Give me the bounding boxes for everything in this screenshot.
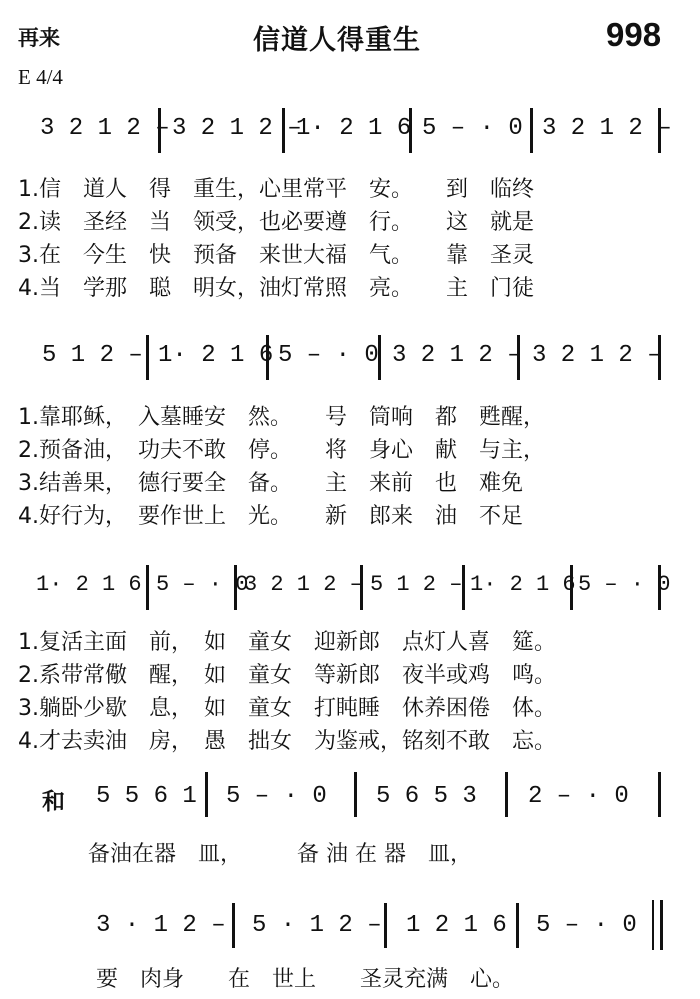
measure: 1· 2 1 6 — [36, 572, 142, 597]
hymn-category: 再来 — [18, 26, 60, 50]
measure: 3 2 1 2 – — [40, 115, 170, 142]
barline — [505, 772, 508, 817]
measure: 3 2 1 2 – — [542, 115, 672, 142]
hymn-title: 信道人得重生 — [253, 25, 421, 56]
lyric-line: 2.系带常儆 醒， 如 童女 等新郎 夜半或鸡 鸣。 — [18, 663, 556, 688]
measure: 5 · 1 2 – — [252, 912, 382, 939]
measure: 3 2 1 2 – — [244, 572, 363, 597]
lyric-line: 要 肉身 在 世上 圣灵充满 心。 — [96, 967, 515, 992]
barline — [232, 903, 235, 948]
lyric-line: 2.预备油， 功夫不敢 停。 将 身心 献 与主， — [18, 438, 545, 463]
measure: 3 2 1 2 – — [172, 115, 302, 142]
measure: 3 · 1 2 – — [96, 912, 226, 939]
lyric-line: 3.结善果， 德行要全 备。 主 来前 也 难免 — [18, 471, 523, 496]
barline — [146, 335, 149, 380]
lyric-line: 1.靠耶稣， 入墓睡安 然。 号 筒响 都 甦醒， — [18, 405, 545, 430]
lyric-line: 2.读 圣经 当 领受，也必要遵 行。 这 就是 — [18, 210, 534, 235]
barline — [516, 903, 519, 948]
measure: 1 2 1 6 — [406, 912, 507, 939]
barline — [205, 772, 208, 817]
key-signature: E 4/4 — [18, 65, 63, 89]
measure: 2 – · 0 — [528, 783, 629, 810]
measure: 5 – · 0 — [578, 572, 671, 597]
measure: 5 – · 0 — [422, 115, 523, 142]
barline — [354, 772, 357, 817]
measure: 1· 2 1 6 — [470, 572, 576, 597]
lyric-line: 4.当 学那 聪 明女，油灯常照 亮。 主 门徒 — [18, 276, 534, 301]
hymn-number: 998 — [606, 16, 662, 53]
barline — [658, 772, 661, 817]
final-barline — [652, 900, 663, 950]
lyric-line: 4.好行为， 要作世上 光。 新 郎来 油 不足 — [18, 504, 523, 529]
barline — [146, 565, 149, 610]
measure: 1· 2 1 6 — [296, 115, 412, 142]
measure: 5 1 2 – — [42, 342, 143, 369]
measure: 5 6 5 3 — [376, 783, 477, 810]
barline — [384, 903, 387, 948]
measure: 3 2 1 2 – — [532, 342, 662, 369]
barline — [462, 565, 465, 610]
chorus-label: 和 — [42, 789, 65, 815]
measure: 5 – · 0 — [156, 572, 249, 597]
measure: 5 – · 0 — [278, 342, 379, 369]
lyric-line: 1.复活主面 前， 如 童女 迎新郎 点灯人喜 筵。 — [18, 630, 556, 655]
measure: 5 1 2 – — [370, 572, 463, 597]
measure: 5 – · 0 — [226, 783, 327, 810]
lyric-line: 1.信 道人 得 重生，心里常平 安。 到 临终 — [18, 177, 534, 202]
lyric-line: 3.在 今生 快 预备 来世大福 气。 靠 圣灵 — [18, 243, 534, 268]
lyric-line: 4.才去卖油 房， 愚 拙女 为鉴戒，铭刻不敢 忘。 — [18, 729, 556, 754]
measure: 5 – · 0 — [536, 912, 637, 939]
measure: 5 5 6 1 — [96, 783, 197, 810]
lyric-line: 3.躺卧少歇 息， 如 童女 打盹睡 休养困倦 体。 — [18, 696, 556, 721]
measure: 1· 2 1 6 — [158, 342, 274, 369]
barline — [530, 108, 533, 153]
lyric-line: 备油在器 皿， 备 油 在 器 皿， — [88, 842, 472, 867]
measure: 3 2 1 2 – — [392, 342, 522, 369]
